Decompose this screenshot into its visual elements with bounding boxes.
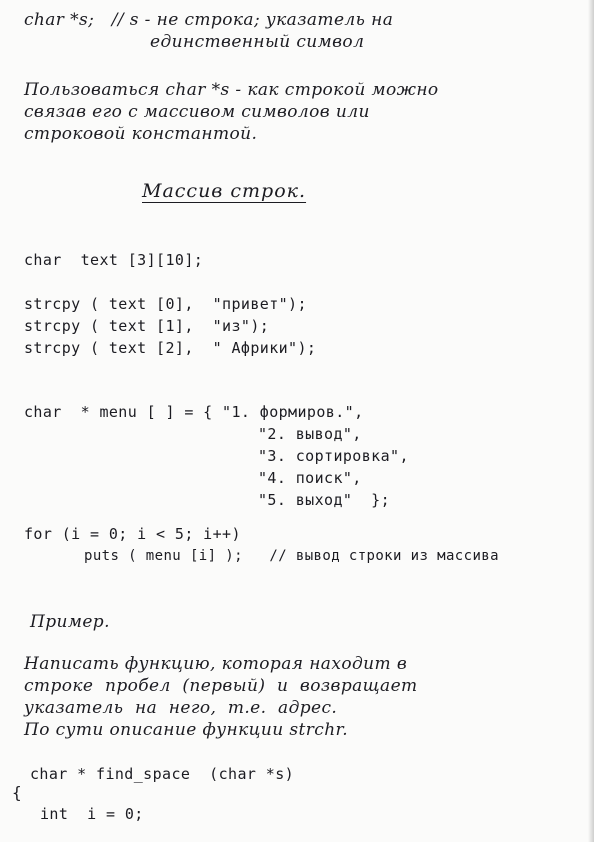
- menu-item-3: "3. сортировка",: [258, 447, 409, 465]
- for-loop-line: for (i = 0; i < 5; i++): [24, 525, 241, 543]
- paragraph-2-line-4: По сути описание функции strchr.: [24, 720, 349, 740]
- example-title: Пример.: [30, 612, 110, 632]
- strcpy-line-1: strcpy ( text [0], "привет");: [24, 295, 307, 313]
- page-edge-shadow: [588, 0, 594, 842]
- paragraph-2-line-2: строке пробел (первый) и возвращает: [24, 676, 418, 696]
- menu-item-4: "4. поиск",: [258, 469, 362, 487]
- strcpy-line-3: strcpy ( text [2], " Африки");: [24, 339, 317, 357]
- paragraph-1-line-3: строковой константой.: [24, 124, 258, 144]
- comment-line-1: char *s; // s - не строка; указатель на: [24, 10, 394, 30]
- puts-line: puts ( menu [i] ); // вывод строки из массива: [84, 548, 499, 564]
- menu-declaration-line-1: char * menu [ ] = { "1. формиров.",: [24, 403, 364, 421]
- paragraph-1-line-2: связав его с массивом символов или: [24, 102, 370, 122]
- paragraph-2-line-1: Написать функцию, которая находит в: [24, 654, 408, 674]
- strcpy-line-2: strcpy ( text [1], "из");: [24, 317, 270, 335]
- function-body-line: int i = 0;: [40, 805, 144, 823]
- open-brace: {: [12, 783, 22, 802]
- section-heading: Массив строк.: [142, 180, 307, 202]
- menu-item-5: "5. выход" };: [258, 491, 391, 509]
- comment-line-2: единственный символ: [150, 32, 365, 52]
- paragraph-2-line-3: указатель на него, т.е. адрес.: [24, 698, 338, 718]
- array-declaration: char text [3][10];: [24, 251, 204, 269]
- menu-item-2: "2. вывод",: [258, 425, 362, 443]
- paragraph-1-line-1: Пользоваться char *s - как строкой можно: [24, 80, 439, 100]
- function-signature: char * find_space (char *s): [30, 765, 295, 783]
